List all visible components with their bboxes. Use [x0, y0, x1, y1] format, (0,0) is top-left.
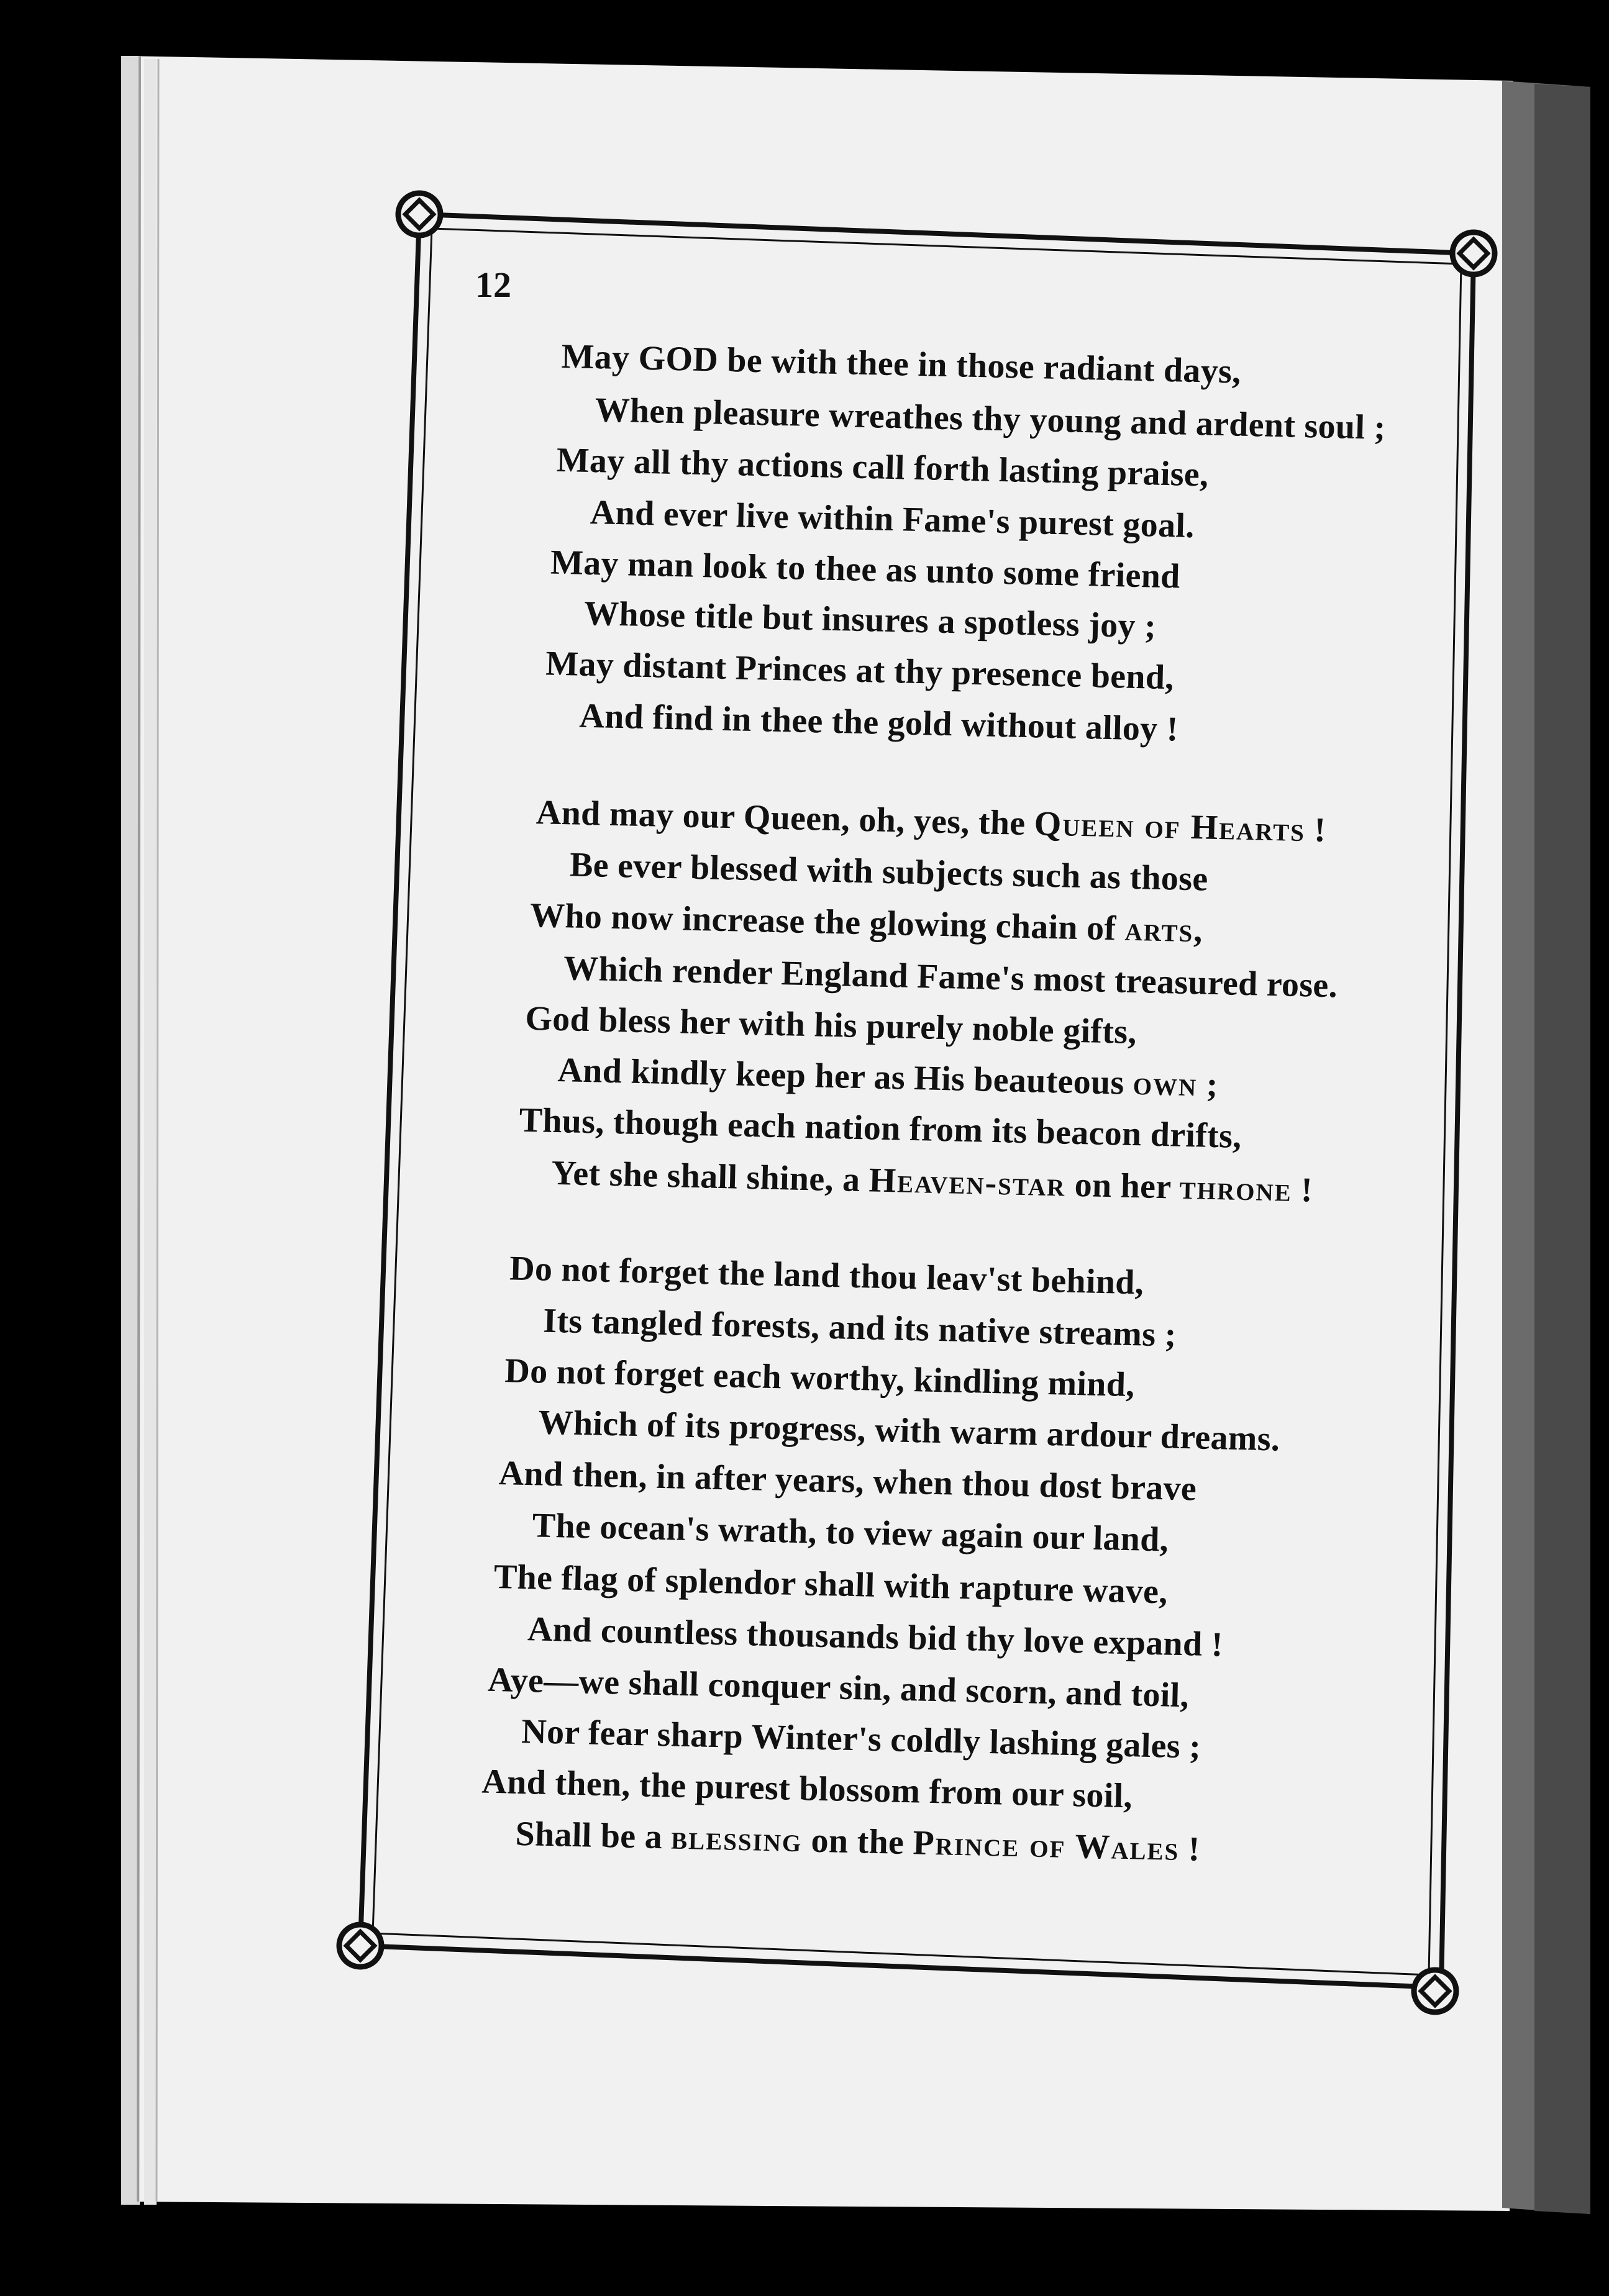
poem-line: Shall be a blessing on the Prince of Wales !	[514, 1814, 1201, 1869]
small-caps-word: arts	[1124, 909, 1195, 950]
poem-line: The ocean's wrath, to view again our land,	[532, 1506, 1169, 1559]
poem-line: Aye—we shall conquer sin, and scorn, and toil,	[487, 1660, 1190, 1715]
poem-line: And ever live within Fame's purest goal.	[590, 492, 1195, 546]
poem-line: And countless thousands bid thy love expand !	[527, 1610, 1224, 1664]
poem-line: God bless her with his purely noble gifts,	[524, 999, 1137, 1052]
poem-line: Thus, though each nation from its beacon drifts,	[519, 1100, 1242, 1156]
poem-line: Be ever blessed with subjects such as those	[569, 845, 1209, 899]
poem-line: Which of its progress, with warm ardour dreams.	[538, 1403, 1280, 1459]
small-caps-word: blessing	[670, 1818, 803, 1860]
small-caps-phrase: Queen of Hearts	[1034, 804, 1306, 850]
poem-line: Do not forget the land thou leav'st behind,	[509, 1249, 1144, 1302]
poem-line: Its tangled forests, and its native streams ;	[542, 1301, 1177, 1354]
poem-line: May man look to thee as unto some friend	[550, 543, 1181, 596]
page-number: 12	[475, 265, 511, 305]
poem-line: Whose title but insures a spotless joy ;	[583, 594, 1157, 646]
small-caps-phrase: Prince of Wales	[912, 1823, 1180, 1869]
small-caps-word: own	[1133, 1064, 1198, 1104]
small-caps-phrase: Heaven-star	[868, 1161, 1067, 1204]
small-caps-word: throne	[1179, 1168, 1293, 1209]
poem-line: And then, in after years, when thou dost brave	[498, 1454, 1197, 1509]
poem-line: And kindly keep her as His beauteous own ;	[557, 1051, 1219, 1105]
poem-line: May distant Princes at thy presence bend,	[545, 644, 1175, 697]
poem-line: Which render England Fame's most treasured rose.	[563, 949, 1338, 1005]
poem-line: May all thy actions call forth lasting praise,	[556, 440, 1210, 494]
poem-line: And may our Queen, oh, yes, the Queen of Hearts !	[536, 793, 1326, 850]
poem-line: Yet she shall shine, a Heaven-star on her throne !	[551, 1153, 1313, 1210]
poem-line: And find in thee the gold without alloy !	[578, 696, 1179, 749]
poem-line: May GOD be with thee in those radiant days,	[560, 337, 1242, 391]
poem-line: When pleasure wreathes thy young and ardent soul ;	[595, 391, 1387, 447]
poem-line: Nor fear sharp Winter's coldly lashing gales ;	[521, 1712, 1201, 1766]
poem-line: Who now increase the glowing chain of arts,	[529, 896, 1203, 950]
poem-line: And then, the purest blossom from our soil,	[481, 1762, 1133, 1816]
poem-line: Do not forget each worthy, kindling mind,	[504, 1351, 1136, 1405]
poem-line: The flag of splendor shall with rapture wave,	[493, 1557, 1169, 1612]
